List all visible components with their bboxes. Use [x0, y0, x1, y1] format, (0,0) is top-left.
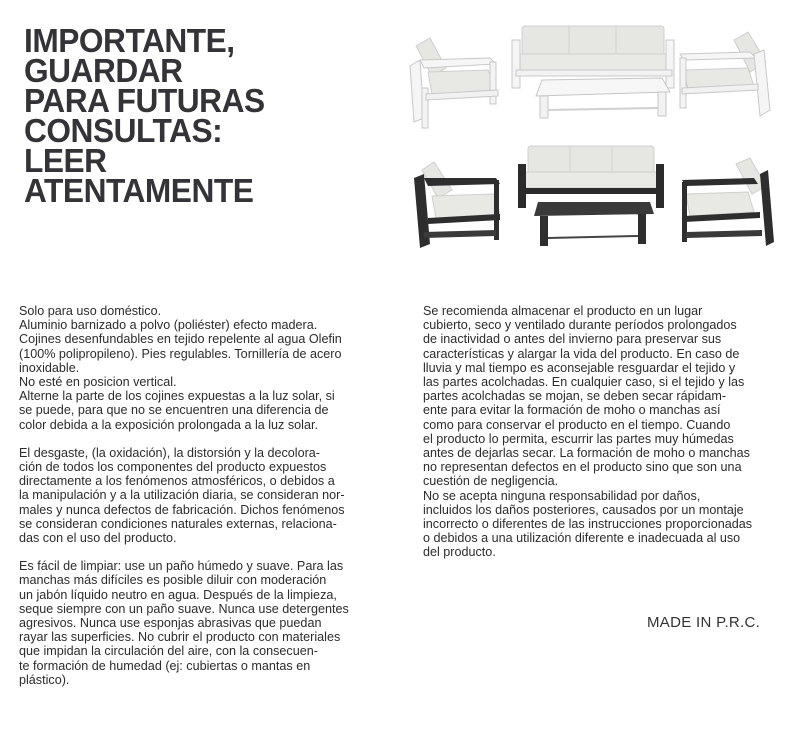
usage-paragraph: Solo para uso doméstico. Aluminio barnizado a polvo (poliéster) efecto madera. Cojines desenfundables en tejido repelente al agua Olefin (100% polipropileno). Pies regulables. Tornillería de acero inoxidable. No esté en posicion vertical. Alterne la parte de los cojines expuestas a la luz solar, si se puede, para que no se encuentren una diferencia de color debida a la exposición prolongada a la luz solar. [19, 304, 342, 432]
wear-paragraph: El desgaste, (la oxidación), la distorsión y la decolora- ción de todos los componentes del producto expuestos directamente a los fenómenos atmosféricos, o debidos a la manipulación y a la utilización diaria, se consideran nor- males y nunca defectos de fabricación. Dichos fenómenos se consideran condiciones naturales externas, relaciona- das con el uso del producto. [19, 445, 345, 546]
white-coffee-table [536, 78, 670, 118]
page-title [24, 22, 324, 209]
dark-armchair-left [414, 162, 500, 248]
dark-sofa [518, 146, 664, 208]
title-line: IMPORTANTE, [24, 22, 235, 59]
made-in-label: MADE IN P.R.C. [647, 614, 761, 631]
title-line: CONSULTAS: [24, 112, 223, 149]
title-line: PARA FUTURAS [24, 82, 265, 119]
instructions-right-column [423, 304, 788, 574]
dark-coffee-table [534, 202, 654, 246]
cleaning-paragraph: Es fácil de limpiar: use un paño húmedo y suave. Para las manchas más difíciles es posible diluir con moderación un jabón líquido neutro en agua. Después de la limpieza, seque siempre con un paño suave. Nunca use detergentes agresivos. Nunca use esponjas abrasivas que puedan rayar las superficies. No cubrir el producto con materiales que impidan la circulación del aire, con la consecuen- te formación de humedad (ej: cubiertas o mantas en plástico). [19, 559, 349, 687]
white-furniture-set [410, 26, 770, 128]
title-line: LEER [24, 142, 107, 179]
title-line: GUARDAR [24, 52, 183, 89]
dark-armchair-right [682, 158, 774, 246]
instructions-left-column [19, 304, 394, 701]
product-photos [400, 18, 790, 258]
white-armchair-left [410, 38, 498, 128]
white-armchair-right [680, 32, 770, 116]
title-line: ATENTAMENTE [24, 172, 254, 209]
dark-furniture-set [414, 146, 774, 248]
storage-paragraph: Se recomienda almacenar el producto en un lugar cubierto, seco y ventilado durante períodos prolongados de inactividad o antes del invierno para preservar sus características y alargar la vida del producto. En caso de lluvia y mal tiempo es aconsejable resguardar el tejido y las partes acolchadas. En cualquier caso, si el tejido y las partes acolchadas se mojan, se deben secar rápidam- ente para evitar la formación de moho o manchas así como para conservar el producto en el tiempo. Cuando el producto lo permita, escurrir las partes muy húmedas antes de dejarlas secar. La formación de moho o manchas no representan defectos en el producto sino que son una cuestión de negligencia. No se acepta ninguna responsabilidad por daños, incluidos los daños posteriores, causados por un montaje incorrecto o diferentes de las instrucciones proporcionadas o debidos a una utilización diferente e inadecuada al uso del producto. [423, 304, 753, 560]
